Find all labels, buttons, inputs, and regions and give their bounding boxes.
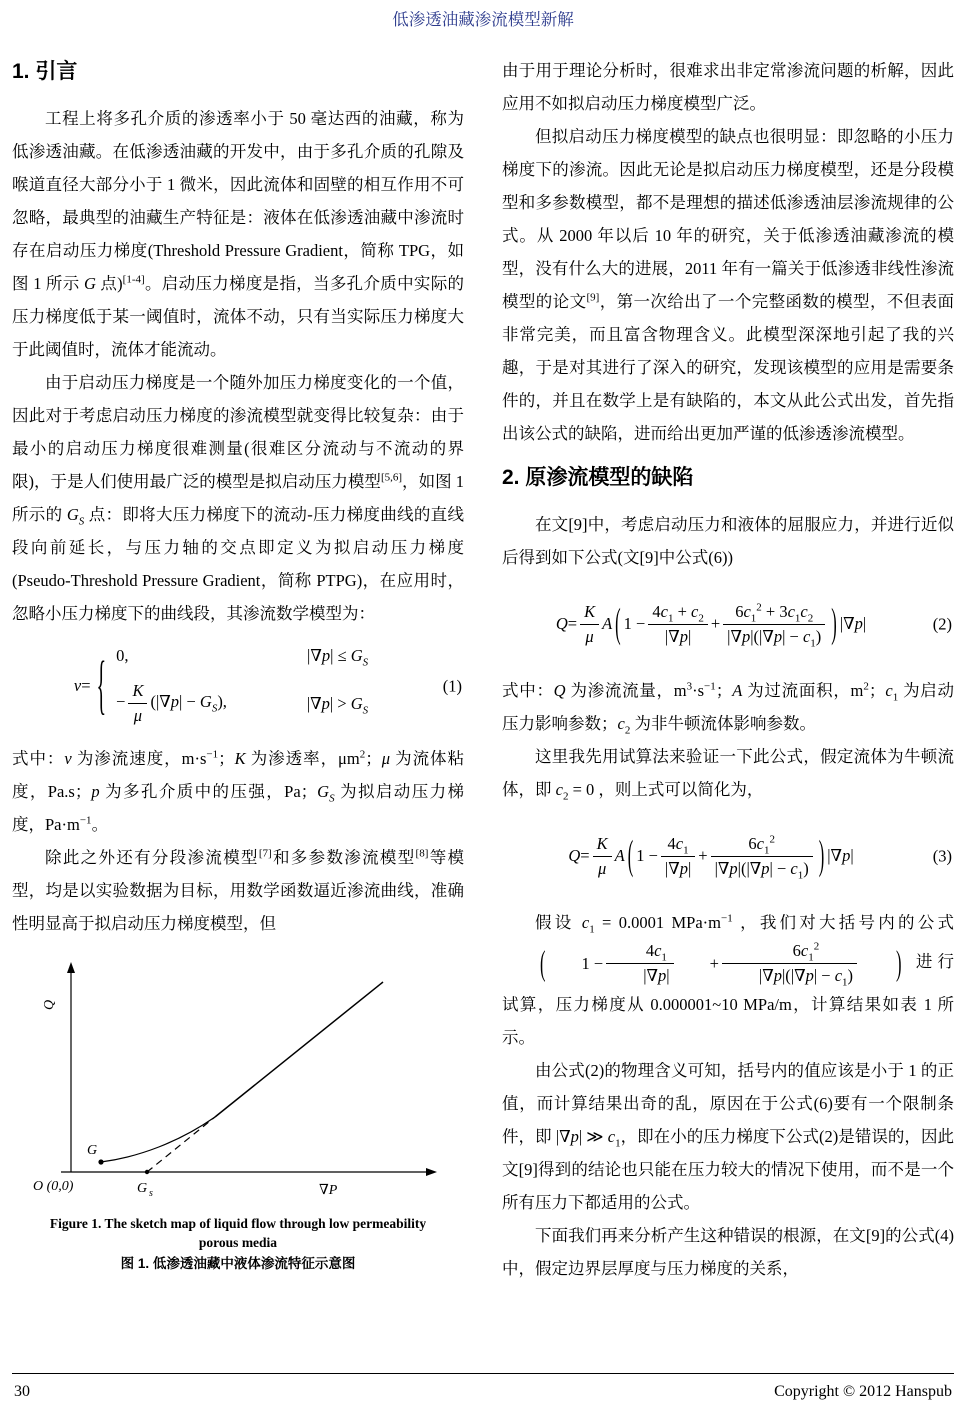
model-intro-paragraph: 在文[9]中，考虑启动压力和液体的屈服应力，并进行近似后得到如下公式(文[9]中公式(6)) (502, 515, 954, 567)
gs-point-label: G (137, 1180, 148, 1196)
equation-1 (12, 638, 464, 734)
figure-caption-en-line2: porous media (198, 1234, 278, 1250)
figure-1 (12, 954, 464, 1274)
figure-caption-en (12, 1214, 464, 1252)
intro-paragraph-2: 由于启动压力梯度是一个随外加压力梯度变化的一个值，因此对于考虑启动压力梯度的渗流模型就变得比较复杂：由于最小的启动压力梯度很难测量(很难区分流动与不流动的界限)，于是人们使用最广泛的模型是拟启动压力模型[5,6]，如图 1 所示的 $G_S$ 点：即将大压力梯度下的流动-压力梯度曲线的直线段向前延长，与压力轴的交点即定义为拟启动压力梯度(Pseudo-Threshold Pressure Gradient，简称 PTPG)，在应用时，忽略小压力梯度下的曲线段，其渗流数学模型为： (12, 373, 465, 623)
equation-2-body: Q = $\frac{K}{\mu}$ A ( 1 − $\frac{4c_1 + c_2}{|\nabla p|}$ + $\frac{6c_1^2 + 3c_1c_2}{|\nabla p|(|\nabla p| - c_1)}$ ) |∇ p | (555, 599, 867, 649)
closing-paragraph: 下面我们再来分析产生这种错误的根源，在文[9]的公式(4)中，假定边界层厚度与压力梯度的关系， (502, 1225, 954, 1278)
symbols-paragraph-eq2: 式中：Q 为渗流流量，$m^3\cdot s^{-1}$；A 为过流面积，$m^2$；$c_1$ 为启动压力影响参数；$c_2$ 为非牛顿流体影响参数。 (502, 680, 955, 737)
assumption-paragraph (502, 906, 954, 1054)
y-axis-label: Q (42, 999, 57, 1010)
assumption-text-post: 进行试算，压力梯度从 0.000001~10 MPa/m，计算结果如表 1 所示。 (502, 952, 954, 1047)
equation-2-number: (2) (932, 614, 952, 634)
trial-method-paragraph: 这里我先用试算法来验证一下此公式，假定流体为牛顿流体，即 $c_2 = 0$ ，则上式可以简化为， (502, 747, 954, 803)
continued-paragraph: 由于用于理论分析时，很难求出非定常渗流问题的析解，因此应用不如拟启动压力梯度模型广泛。 (502, 61, 954, 113)
g-point-label: G (87, 1142, 98, 1158)
y-axis-arrow (67, 962, 75, 973)
page-number: 30 (14, 1383, 30, 1400)
equation-1-body: v = { 0, $|\nabla p| \le G_S$ − $\frac{K}{\mu}$ $(|\nabla p| - G_S)$, $|\nabla p| > G_S$ (73, 646, 369, 726)
intro-paragraph-3: 除此之外还有分段渗流模型[7]和多参数渗流模型[8]等模型，均是以实验数据为目标，用数学函数逼近渗流曲线，准确性明显高于拟启动压力梯度模型，但 (12, 847, 465, 933)
intro-paragraph-1: 工程上将多孔介质的渗透率小于 50 毫达西的油藏，称为低渗透油藏。在低渗透油藏的开发中，由于多孔介质的孔隙及喉道直径大部分小于 1 微米，因此流体和固壁的相互作用不可忽略，最典型的油藏生产特征是：液体在低渗透油藏中渗流时存在启动压力梯度(Threshold Pressure Gradient，简称 TPG，如图 1 所示 G 点)[1-4]。启动压力梯度是指，当多孔介质中实际的压力梯度低于某一阈值时，流体不动，只有当实际压力梯度大于此阈值时，流体才能流动。 (12, 109, 465, 359)
flow-curve (101, 1117, 215, 1162)
copyright-notice: Copyright © 2012 Hanspub (774, 1383, 952, 1400)
dashed-extension-line (147, 1117, 215, 1172)
section-2-heading: 2. 原渗流模型的缺陷 (502, 466, 694, 489)
equation-3 (502, 814, 954, 898)
solid-line (215, 982, 383, 1117)
figure-caption-en-line1: Figure 1. The sketch map of liquid flow through low permeability (49, 1215, 427, 1231)
symbols-paragraph-eq1: 式中：v 为渗流速度，$m\cdot s^{-1}$；K 为渗透率，$\mu m^2$；μ 为流体粘度，Pa.s；p 为多孔介质中的压强，Pa；$G_S$ 为拟启动压力梯度，$Pa\cdot m^{-1}$。 (12, 748, 465, 834)
equation-3-number: (3) (932, 846, 952, 866)
section-1-heading: 1. 引言 (12, 60, 78, 83)
equation-2 (502, 582, 954, 666)
x-axis-label: ∇P (319, 1182, 338, 1198)
gs-point-sub-label: s (149, 1187, 153, 1199)
two-column-body (12, 54, 954, 1285)
inline-formula: ( 1 − $\frac{4c_1}{|\nabla p|}$ + $\frac{6c_1^2}{|\nabla p|(|\nabla p| - c_1)}$ ) (540, 940, 902, 989)
right-column (502, 54, 954, 1285)
running-head-title: 低渗透油藏渗流模型新解 (392, 10, 574, 29)
figure-1-plot (23, 954, 453, 1206)
figure-caption-zh: 图 1. 低渗透油藏中液体渗流特征示意图 (120, 1255, 356, 1271)
analysis-paragraph: 由公式(2)的物理含义可知，括号内的值应该是小于 1 的正值，而计算结果出奇的乱，原因在于公式(6)要有一个限制条件，即 |∇p| ≫ $c_1$，即在小的压力梯度下公式(2)是错误的，因此文[9]得到的结论也只能在压力较大的情况下使用，而不是一个所有压力下都适用的公式。 (502, 1060, 955, 1212)
assumption-text-pre: 假设 $c_1 = 0.0001$ $MPa\cdot m^{-1}$ ，我们对大括号内的公式 (535, 912, 955, 936)
equation-1-number: (1) (442, 676, 462, 696)
left-column (12, 54, 464, 1274)
critique-paragraph: 但拟启动压力梯度模型的缺点也很明显：即忽略的小压力梯度下的渗流。因此无论是拟启动压力梯度模型，还是分段模型和多参数模型，都不是理想的描述低渗透油层渗流规律的公式。从 2000 年以后 10 年的研究，关于低渗透油藏渗流的模型，没有什么大的进展，2011 年有一篇关于低渗透非线性渗流模型的论文[9]，第一次给出了一个完整函数的模型，不但表面非常完美，而且富含物理含义。此模型深深地引起了我的兴趣，于是对其进行了深入的研究，发现该模型的应用是需要条件的，并且在数学上是有缺陷的，本文从此公式出发，首先指出该公式的缺陷，进而给出更加严谨的低渗透渗流模型。 (502, 127, 955, 443)
origin-label: O (0,0) (33, 1178, 74, 1194)
page-footer (12, 1373, 954, 1414)
equation-3-body: Q = $\frac{K}{\mu}$ A ( 1 − $\frac{4c_1}{|\nabla p|}$ + $\frac{6c_1^2}{|\nabla p|(|\nabla p| - c_1)}$ ) |∇ p | (568, 831, 854, 881)
x-axis-arrow (426, 1168, 437, 1176)
